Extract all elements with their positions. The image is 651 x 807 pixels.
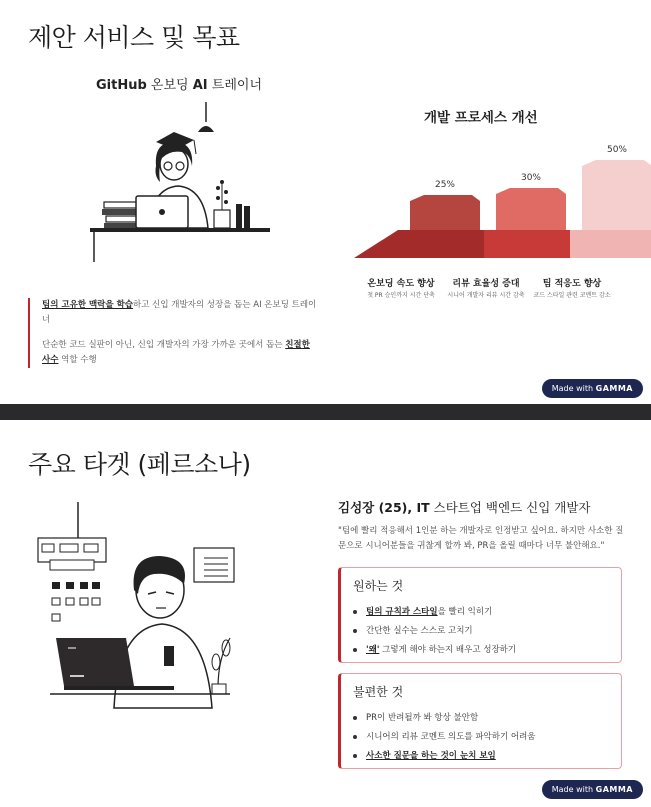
category-detail: 코드 스타일 관련 코멘트 감소 xyxy=(533,292,611,299)
bullet-icon xyxy=(353,648,357,652)
item-text: 시니어의 리뷰 코멘트 의도를 파악하기 어려움 xyxy=(366,732,536,742)
chart-value-label: 50% xyxy=(606,145,628,155)
persona-name-bold: 김성장 (25), IT xyxy=(338,500,430,515)
badge-text: Made with xyxy=(551,384,596,393)
bullet-icon xyxy=(353,629,357,633)
slide-target-persona xyxy=(0,420,651,807)
persona-role: 스타트업 백엔드 신입 개발자 xyxy=(429,500,591,515)
chart-base-segment xyxy=(484,230,570,258)
slide-title: 제안 서비스 및 목표 xyxy=(28,23,240,52)
badge-brand: GAMMA xyxy=(595,384,633,393)
list-item xyxy=(353,622,516,641)
item-text: 을 빨리 익히기 xyxy=(437,607,493,617)
bullet-icon xyxy=(353,735,357,739)
badge-brand: GAMMA xyxy=(595,785,633,794)
category-detail: 첫 PR 승인까지 시간 단축 xyxy=(367,292,435,299)
chart-bar xyxy=(496,188,566,230)
item-text: 그렇게 해야 하는지 배우고 성장하기 xyxy=(379,645,517,655)
caption-mid: 온보딩 xyxy=(146,78,193,93)
category-review xyxy=(438,276,534,300)
made-with-gamma-badge[interactable] xyxy=(542,379,643,398)
item-text: PR이 반려될까 봐 항상 불안함 xyxy=(366,713,479,723)
category-label: 팀 적응도 향상 xyxy=(542,279,602,289)
context-learning-highlight: 팀의 고유한 맥락을 학습 xyxy=(42,300,133,310)
list-item xyxy=(353,709,536,728)
persona-quote: "팀에 빨리 적응해서 1인분 하는 개발자로 인정받고 싶어요. 하지만 사소한 질문으로 시니어분들을 귀찮게 할까 봐, PR을 올릴 때마다 너무 불안해요." xyxy=(338,526,624,551)
slide-title: 주요 타겟 (페르소나) xyxy=(28,450,251,479)
list-item xyxy=(353,728,536,747)
list-item xyxy=(353,603,516,622)
bullet-icon xyxy=(353,754,357,758)
card-title: 불편한 것 xyxy=(353,685,404,699)
chart-base-segment xyxy=(354,230,484,258)
chart-value-label: 25% xyxy=(434,180,456,190)
highlight-text: 사소한 질문을 하는 것이 눈치 보임 xyxy=(366,751,496,761)
wants-list xyxy=(353,603,516,660)
chart-bar xyxy=(410,195,480,230)
pains-card xyxy=(338,673,622,769)
description-1-text: 하고 신입 개발자의 성장을 돕는 AI 온보딩 트레이너 xyxy=(42,300,317,325)
description-2-end: 역할 수행 xyxy=(58,355,97,365)
kind-mentor-highlight: 친절한 사수 xyxy=(42,340,310,365)
chart-base-segment xyxy=(570,230,651,258)
graduate-developer-illustration xyxy=(90,102,280,262)
category-team-fit xyxy=(524,276,620,300)
improvement-chart xyxy=(350,130,628,260)
slide-divider xyxy=(0,404,651,420)
wants-card xyxy=(338,567,622,663)
chart-title: 개발 프로세스 개선 xyxy=(424,110,538,126)
list-item xyxy=(353,747,536,766)
description-line-2 xyxy=(42,338,318,368)
caption-ai: AI xyxy=(192,78,208,93)
pains-list xyxy=(353,709,536,766)
developer-persona-illustration xyxy=(30,498,320,708)
list-item xyxy=(353,641,516,660)
description-2-text: 단순한 코드 실판이 아닌, 신입 개발자의 가장 가까운 곳에서 돕는 xyxy=(42,340,286,350)
category-label: 온보딩 속도 향상 xyxy=(367,279,435,289)
caption-end: 트레이너 xyxy=(207,78,263,93)
bullet-icon xyxy=(353,610,357,614)
badge-text: Made with xyxy=(551,785,596,794)
description-line-1 xyxy=(42,298,318,328)
service-description xyxy=(28,298,318,368)
caption-github: GitHub xyxy=(96,78,147,93)
highlight-text: '왜' xyxy=(366,645,380,655)
illustration-caption xyxy=(96,74,262,93)
card-title: 원하는 것 xyxy=(353,579,404,593)
category-detail: 시니어 개발자 리뷰 시간 감축 xyxy=(447,292,525,299)
category-onboarding xyxy=(353,276,449,300)
persona-name xyxy=(338,498,590,516)
category-label: 리뷰 효율성 증대 xyxy=(452,279,520,289)
bullet-icon xyxy=(353,716,357,720)
chart-value-label: 30% xyxy=(520,173,542,183)
item-text: 간단한 실수는 스스로 고치기 xyxy=(366,626,473,636)
chart-bar xyxy=(582,160,651,230)
made-with-gamma-badge[interactable] xyxy=(542,780,643,799)
highlight-text: 팀의 규칙과 스타일 xyxy=(366,607,438,617)
